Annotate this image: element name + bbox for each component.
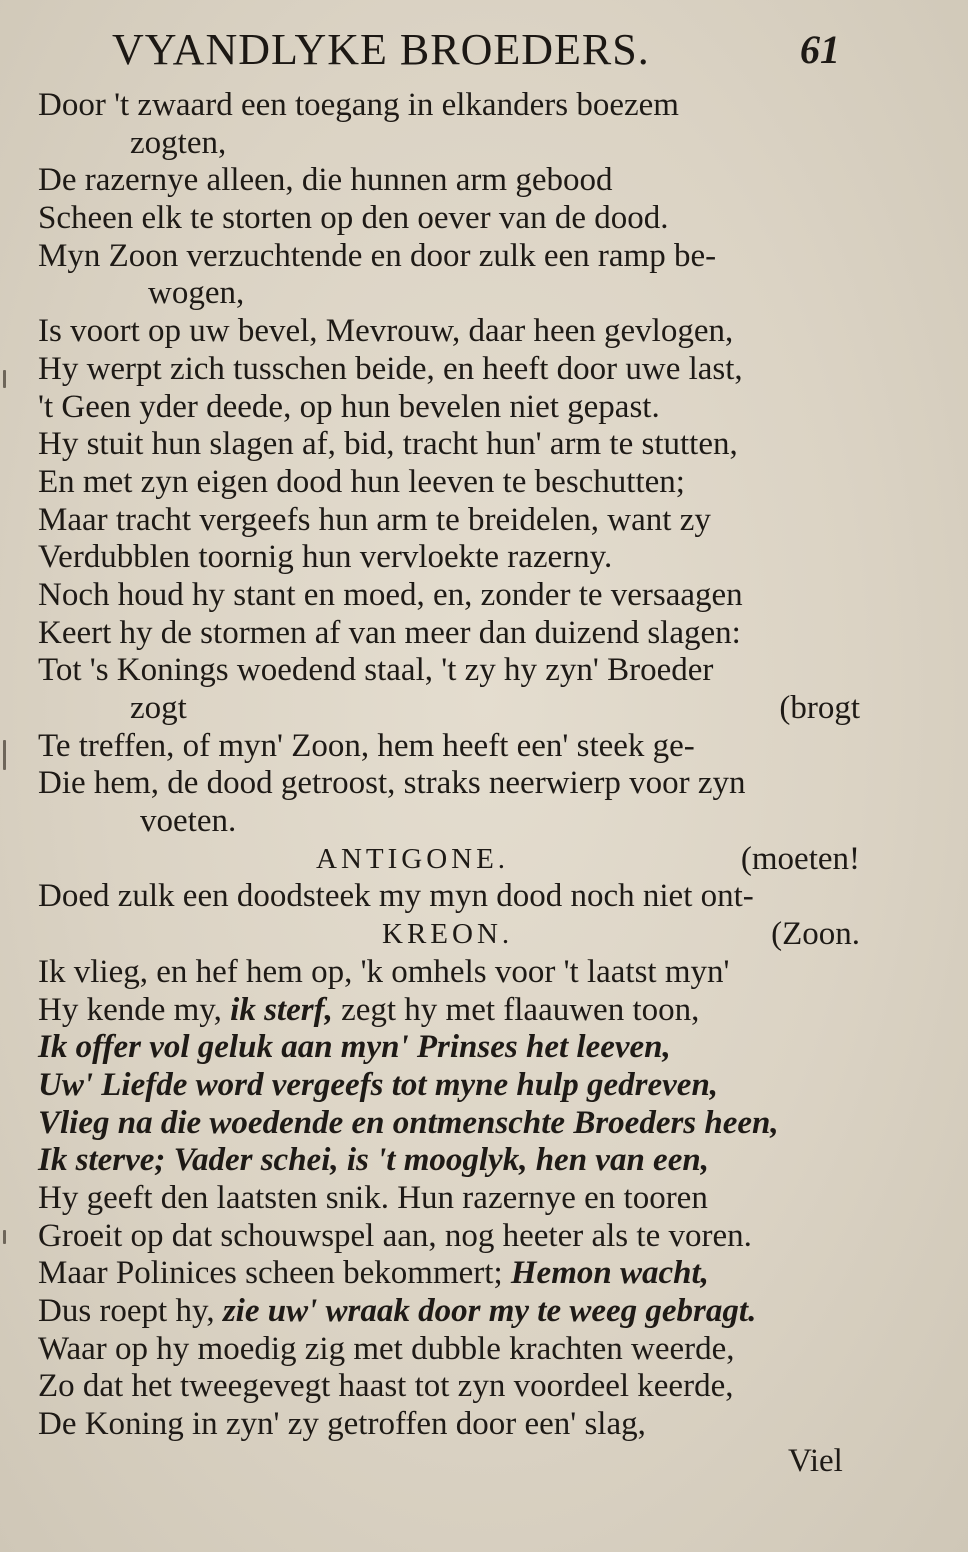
- speaker-line: [0, 916, 968, 954]
- verse-line: [0, 125, 968, 163]
- verse-line-text: voeten.: [140, 803, 237, 840]
- verse-line: [0, 426, 968, 464]
- verse-line: [0, 464, 968, 502]
- verse-line-italic: [0, 1029, 968, 1067]
- verse-line-text: wogen,: [148, 275, 245, 312]
- verse-line-text: Maar tracht vergeefs hun arm te breidelen, want zy: [38, 501, 711, 538]
- verse-line-text: Ik sterve; Vader schei, is 't mooglyk, hen van een,: [38, 1142, 709, 1179]
- speaker-heading: KREON.: [382, 918, 514, 951]
- verse-turnover: (brogt: [779, 690, 860, 726]
- verse-line: [0, 1406, 968, 1444]
- verse-line: [0, 992, 968, 1030]
- page-number: 61: [800, 27, 840, 72]
- verse-line: [0, 728, 968, 766]
- verse-line: [0, 162, 968, 200]
- verse-line: [0, 577, 968, 615]
- verse-line-text: Zo dat het tweegevegt haast tot zyn voordeel keerde,: [38, 1368, 734, 1405]
- verse-line: [0, 539, 968, 577]
- verse-line-text: Ik vlieg, en hef hem op, 'k omhels voor 't laatst myn': [38, 953, 730, 990]
- verse-line-text: [38, 992, 699, 1030]
- verse-line: [0, 1293, 968, 1331]
- verse-line: [0, 765, 968, 803]
- verse-line-text: [38, 1293, 756, 1331]
- verse-line: [0, 1180, 968, 1218]
- verse-line-text: Vlieg na die woedende en ontmenschte Broeders heen,: [38, 1104, 779, 1141]
- quoted-speech: zie uw' wraak door my te weeg gebragt.: [222, 1293, 757, 1329]
- verse-line: [0, 690, 968, 728]
- verse-line: [0, 1368, 968, 1406]
- verse-segment: Dus roept hy,: [38, 1293, 223, 1329]
- verse-line-italic: [0, 1067, 968, 1105]
- verse-line: [0, 200, 968, 238]
- verse-line-text: Hy stuit hun slagen af, bid, tracht hun' arm te stutten,: [38, 426, 738, 463]
- verse-line: [0, 238, 968, 276]
- verse-line-text: Hy werpt zich tusschen beide, en heeft door uwe last,: [38, 350, 743, 387]
- verse-line: [0, 1331, 968, 1369]
- catchword: Viel: [788, 1443, 843, 1479]
- verse-line-text: Noch houd hy stant en moed, en, zonder te versaagen: [38, 576, 743, 613]
- verse-line-text: De razernye alleen, die hunnen arm gebood: [38, 162, 613, 199]
- verse-line: [0, 87, 968, 125]
- verse-segment: Maar Polinices scheen bekommert;: [38, 1255, 511, 1292]
- verse-line-text: De Koning in zyn' zy getroffen door een' slag,: [38, 1406, 646, 1443]
- verse-line-text: Te treffen, of myn' Zoon, hem heeft een' steek ge-: [38, 727, 695, 764]
- quoted-speech: Hemon wacht,: [510, 1255, 709, 1292]
- verse-line-text: 't Geen yder deede, op hun bevelen niet gepast.: [38, 388, 660, 425]
- verse-line-text: Is voort op uw bevel, Mevrouw, daar heen gevlogen,: [38, 313, 734, 350]
- verse-line-text: En met zyn eigen dood hun leeven te beschutten;: [38, 463, 685, 500]
- verse-line: [0, 803, 968, 841]
- margin-mark: [3, 370, 6, 388]
- verse-line: [0, 275, 968, 313]
- verse-line: [0, 389, 968, 427]
- verse-line: [0, 878, 968, 916]
- running-title: VYANDLYKE BROEDERS.: [112, 25, 650, 74]
- verse-line-text: Keert hy de stormen af van meer dan duizend slagen:: [38, 614, 741, 651]
- verse-line: [0, 1255, 968, 1293]
- verse-line-text: Verdubblen toornig hun vervloekte razerny.: [38, 539, 613, 576]
- verse-line-text: Doed zulk een doodsteek my myn dood noch niet ont-: [38, 878, 754, 915]
- verse-line: [0, 954, 968, 992]
- verse-segment: zegt hy met flaauwen toon,: [332, 991, 700, 1028]
- speaker-heading: ANTIGONE.: [316, 842, 510, 875]
- verse-line-text: zogt: [130, 690, 187, 726]
- margin-mark: [3, 740, 6, 770]
- verse-line: [0, 351, 968, 389]
- verse-line-text: [38, 1255, 709, 1293]
- verse-line: [0, 652, 968, 690]
- quoted-speech: ik sterf,: [230, 991, 333, 1028]
- speaker-line: [0, 841, 968, 879]
- verse-segment: Hy kende my,: [38, 991, 231, 1028]
- verse-line-text: Waar op hy moedig zig met dubble krachten weerde,: [38, 1330, 735, 1367]
- verse-line-text: Door 't zwaard een toegang in elkanders boezem: [38, 87, 679, 123]
- page-header: [0, 22, 968, 82]
- verse-line: [0, 1218, 968, 1256]
- verse-line-text: Groeit op dat schouwspel aan, nog heeter als te voren.: [38, 1217, 752, 1254]
- verse-line-text: Myn Zoon verzuchtende en door zulk een ramp be-: [38, 237, 717, 274]
- verse-line: [0, 615, 968, 653]
- verse-line: [0, 502, 968, 540]
- verse-line-italic: [0, 1142, 968, 1180]
- verse-turnover: (moeten!: [740, 840, 860, 877]
- verse-line-text: Uw' Liefde word vergeefs tot myne hulp gedreven,: [38, 1066, 719, 1103]
- verse-line-text: Scheen elk te storten op den oever van de dood.: [38, 200, 669, 237]
- verse-text: [0, 87, 968, 1444]
- verse-line-text: Tot 's Konings woedend staal, 't zy hy zyn' Broeder: [38, 652, 714, 689]
- verse-line-text: Die hem, de dood getroost, straks neerwierp voor zyn: [38, 765, 746, 802]
- verse-line-text: Ik offer vol geluk aan myn' Prinses het leeven,: [38, 1029, 671, 1066]
- margin-mark: [3, 1230, 6, 1244]
- verse-line: [0, 313, 968, 351]
- verse-line-text: zogten,: [130, 124, 227, 161]
- verse-turnover: (Zoon.: [771, 916, 860, 953]
- verse-line-italic: [0, 1105, 968, 1143]
- verse-line-text: Hy geeft den laatsten snik. Hun razernye en tooren: [38, 1179, 708, 1216]
